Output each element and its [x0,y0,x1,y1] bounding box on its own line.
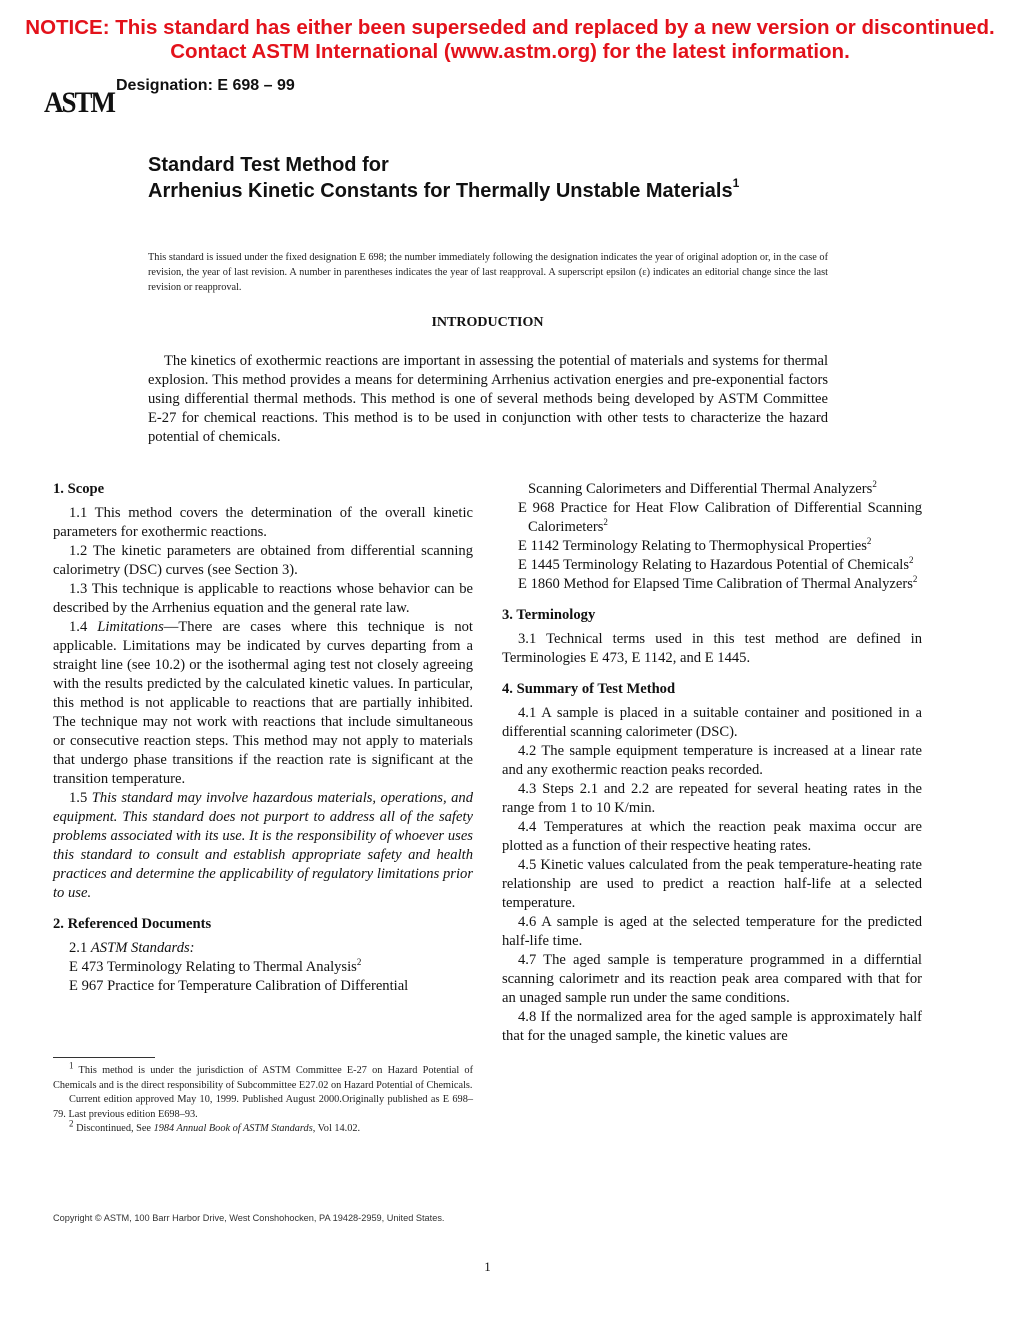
notice-line-1: NOTICE: This standard has either been superseded and replaced by a new version or discontinued. [25,16,995,39]
footnote-2-post: , Vol 14.02. [312,1123,361,1134]
terminology-heading: 3. Terminology [502,607,596,623]
summary-4-8: 4.8 If the normalized area for the aged sample is approximately half that for the unaged sample, the kinetic values are [502,1009,922,1044]
footnote-1-text: This method is under the jurisdiction of ASTM Committee E-27 on Hazard Potential of Chemicals and is the direct responsibility of Subcommittee E27.02 on Hazard Potential of Chemicals. [53,1065,473,1091]
ref-item-e967-part2: Scanning Calorimeters and Differential Thermal Analyzers$^2$ [528,479,877,497]
scope-1-5-text: This standard may involve hazardous materials, operations, and equipment. This standard does not purport to address all of the safety problems associated with its use. It is the responsibility of whoever uses this standard to consult and establish appropriate safety and health practices and determine the applicability of regulatory limitations prior to use. [53,790,473,901]
scope-1-4 [53,618,473,789]
title-line-1: Standard Test Method for [148,154,389,176]
ref-item-sup: 2 [872,479,877,490]
ref-item-sup: 2 [356,957,362,968]
page-number: 1 [484,1259,491,1274]
summary-heading: 4. Summary of Test Method [502,681,676,697]
footnote-2-num: 2 [69,1118,74,1129]
ref-item-text: E 968 Practice for Heat Flow Calibration of Differential Scanning Calorimeters [518,500,922,535]
referenced-2-1 [53,939,473,958]
ref-item-text: E 1142 Terminology Relating to Thermophysical Properties [518,538,867,554]
referenced-2-1-label: ASTM Standards: [90,940,195,956]
ref-item-text: E 1860 Method for Elapsed Time Calibration of Thermal Analyzers [518,576,913,592]
summary-4-1: 4.1 A sample is placed in a suitable container and positioned in a differential scanning calorimeter (DSC). [502,705,922,740]
summary-4-6: 4.6 A sample is aged at the selected temperature for the predicted half-life time. [502,914,922,949]
ref-item-e967-part1: E 967 Practice for Temperature Calibration of Differential [69,978,409,994]
scope-1-5-num: 1.5 [69,790,92,806]
scope-1-3: 1.3 This technique is applicable to reactions whose behavior can be described by the Arrhenius equation and the general rate law. [53,581,473,616]
introduction-text: The kinetics of exothermic reactions are important in assessing the potential of materials and systems for thermal explosion. This method provides a means for determining Arrhenius activation energies and pre-exponential factors using differential thermal methods. This method is one of several methods being developed by ASTM Committee E-27 for chemical reactions. This method is to be used in conjunction with other tests to characterize the hazard potential of chemicals. [148,353,828,445]
right-column [502,480,922,1046]
title-main-text: Arrhenius Kinetic Constants for Thermally Unstable Materials [148,180,733,202]
summary-4-2: 4.2 The sample equipment temperature is increased at a linear rate and any exothermic reaction peaks recorded. [502,743,922,778]
ref-item-e1860 [502,575,922,594]
footnote-1 [53,1060,473,1093]
scope-1-4-text: —There are cases where this technique is not applicable. Limitations may be indicated by curves departing from a straight line (see 10.2) or the isothermal aging test not closely agreeing with the results predicted by the calculated kinetic values. In particular, this method is not applicable to reactions that are partially inhibited. The technique may not work with reactions that include simultaneous or consecutive reaction steps. This method may not apply to materials that undergo phase transitions if the reaction rate is significant at the transition temperature. [53,619,473,787]
summary-4-4: 4.4 Temperatures at which the reaction peak maxima occur are plotted as a function of their respective heating rates. [502,819,922,854]
footnote-2-italic: 1984 Annual Book of ASTM Standards [153,1123,313,1134]
ref-item-e968 [502,499,922,537]
footnote-rule [53,1057,155,1058]
astm-logo-icon [44,78,114,120]
summary-4-5: 4.5 Kinetic values calculated from the peak temperature-heating rate relationship are used to predict a reaction half-life at a selected temperature. [502,857,922,911]
scope-1-1: 1.1 This method covers the determination of the overall kinetic parameters for exothermic reactions. [53,505,473,540]
left-column [53,480,473,996]
ref-item-text: E 473 Terminology Relating to Thermal Analysis [69,959,357,975]
scope-heading: 1. Scope [53,481,105,497]
logo-text: ASTM [44,86,114,120]
summary-4-7: 4.7 The aged sample is temperature programmed in a differntial scanning calorimetr and its reaction peak area compared with that for an unaged sample run under the same conditions. [502,952,922,1006]
ref-item-sup: 2 [912,574,918,585]
designation: Designation: E 698 – 99 [116,77,295,94]
notice-line-2: Contact ASTM International (www.astm.org) for the latest information. [170,40,850,63]
copyright: Copyright © ASTM, 100 Barr Harbor Drive, West Conshohocken, PA 19428-2959, United States. [53,1213,445,1223]
ref-item-sup: 2 [866,536,872,547]
footnote-2 [53,1118,473,1137]
issued-note: This standard is issued under the fixed designation E 698; the number immediately following the designation indicates the year of original adoption or, in the case of revision, the year of last revision. A number in parentheses indicates the year of last reapproval. A superscript epsilon (ε) indicates an editorial change since the last revision or reapproval. [148,252,828,293]
footnote-2-pre: Discontinued, See [73,1123,154,1134]
footnote-1-num: 1 [69,1060,74,1071]
scope-1-4-num: 1.4 [69,619,98,635]
ref-item-e473 [53,958,473,977]
scope-1-4-label: Limitations [97,619,164,635]
ref-item-sup: 2 [603,517,608,528]
terminology-3-1: 3.1 Technical terms used in this test method are defined in Terminologies E 473, E 1142, and E 1445. [502,631,922,666]
scope-1-2: 1.2 The kinetic parameters are obtained from differential scanning calorimetry (DSC) curves (see Section 3). [53,543,473,578]
scope-1-5 [53,789,473,903]
referenced-2-1-num: 2.1 [69,940,91,956]
title-footnote-ref: 1 [732,176,740,191]
ref-item-e1142 [502,537,922,556]
ref-item-sup: 2 [909,555,914,566]
summary-4-3: 4.3 Steps 2.1 and 2.2 are repeated for several heating rates in the range from 1 to 10 K/min. [502,781,922,816]
ref-item-text: E 1445 Terminology Relating to Hazardous Potential of Chemicals [518,557,910,573]
ref-item-e1445 [502,556,922,575]
footnotes [53,1060,473,1137]
title-main [148,176,848,203]
footnote-1b: Current edition approved May 10, 1999. Published August 2000.Originally published as E 698–79. Last previous edition E698–93. [53,1094,473,1120]
introduction-heading: INTRODUCTION [431,315,544,330]
referenced-heading: 2. Referenced Documents [53,916,212,932]
